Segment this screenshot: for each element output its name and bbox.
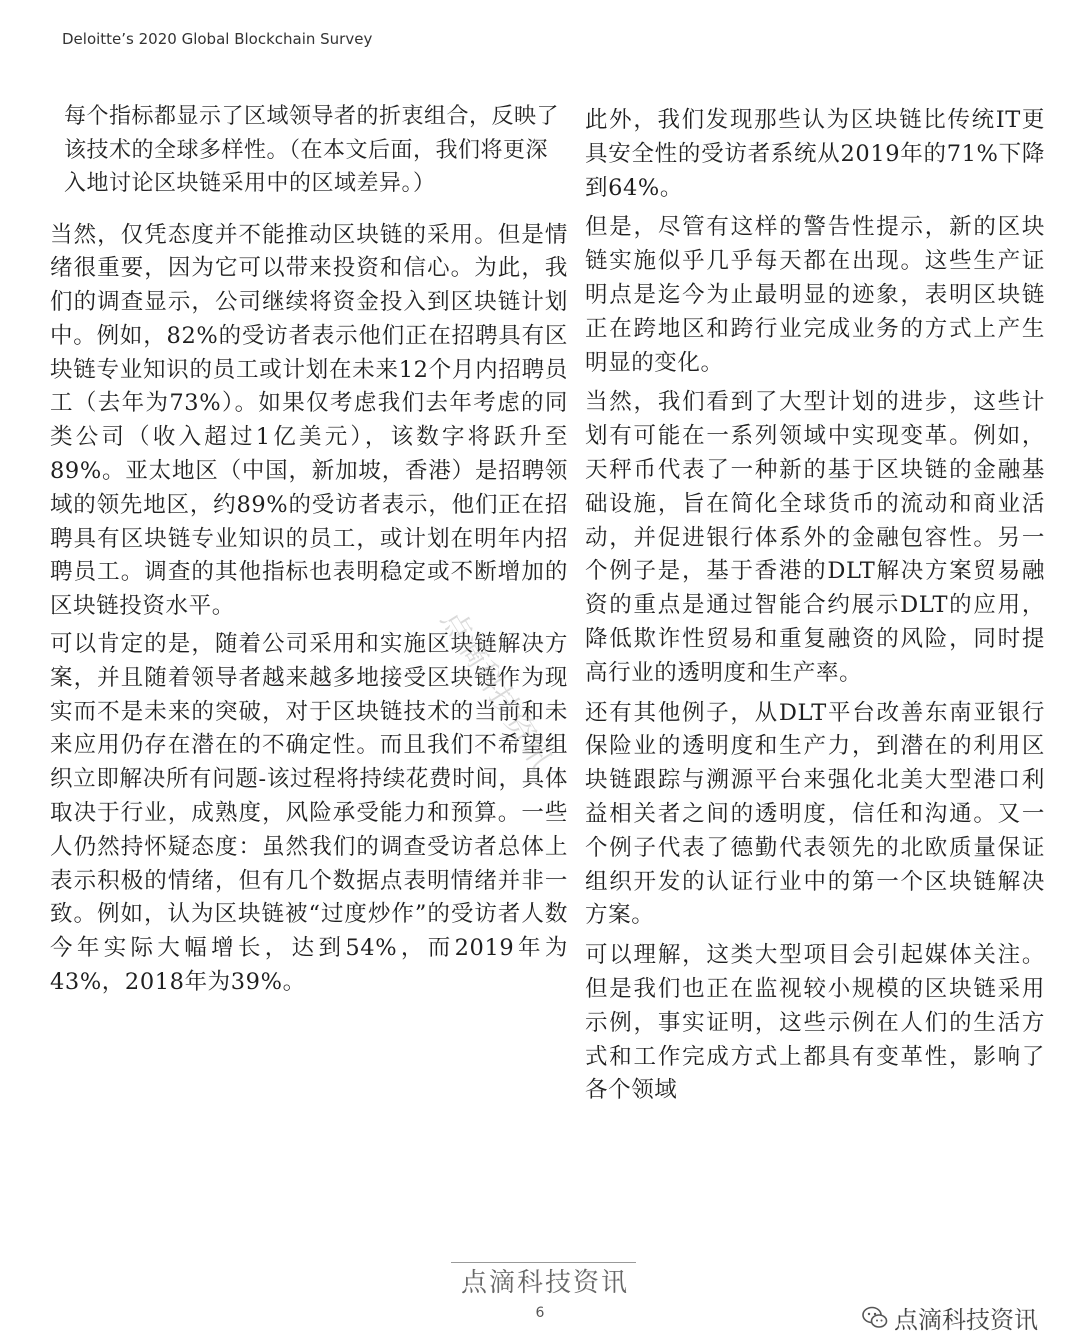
watermark-text: 点滴科技资讯 bbox=[433, 604, 559, 776]
pull-quote: 每个指标都显示了区域领导者的折衷组合，反映了该技术的全球多样性。（在本文后面，我们将更深入地讨论区块链采用中的区域差异。） bbox=[64, 104, 560, 196]
body-paragraph: 可以理解，这类大型项目会引起媒体关注。但是我们也正在监视较小规模的区块链采用示例，事实证明，这些示例在人们的生活方式和工作完成方式上都具有变革性，影响了各个领域 bbox=[585, 942, 1045, 1104]
wechat-icon bbox=[862, 1305, 888, 1331]
document-header: Deloitte’s 2020 Global Blockchain Survey bbox=[62, 30, 373, 48]
body-paragraph: 可以肯定的是，随着公司采用和实施区块链解决方案，并且随着领导者越来越多地接受区块链作为现实而不是未来的突破，对于区块链技术的当前和未来应用仍存在潜在的不确定性。而且我们不希望组织立即解决所有问题-该过程将持续花费时间，具体取决于行业，成熟度，风险承受能力和预算。一些人仍然持怀疑态度：虽然我们的调查受访者总体上表示积极的情绪，但有几个数据点表明情绪并非一致。例如，认为区块链被“过度炒作”的受访者人数今年实际大幅增长，达到54%，而2019年为43%，2018年为39%。 bbox=[50, 631, 568, 996]
body-paragraph: 此外，我们发现那些认为区块链比传统IT更具安全性的受访者系统从2019年的71%下降到64%。 bbox=[585, 107, 1045, 201]
wechat-badge bbox=[862, 1300, 1038, 1335]
body-paragraph: 当然，仅凭态度并不能推动区块链的采用。但是情绪很重要，因为它可以带来投资和信心。为此，我们的调查显示，公司继续将资金投入到区块链计划中。例如，82%的受访者表示他们正在招聘具有区块链专业知识的员工或计划在未来12个月内招聘员工（去年为73%）。如果仅考虑我们去年考虑的同类公司（收入超过1亿美元），该数字将跃升至89%。亚太地区（中国，新加坡，香港）是招聘领域的领先地区，约89%的受访者表示，他们正在招聘具有区块链专业知识的员工，或计划在明年内招聘员工。调查的其他指标也表明稳定或不断增加的区块链投资水平。 bbox=[50, 221, 568, 620]
body-paragraph: 当然，我们看到了大型计划的进步，这些计划有可能在一系列领域中实现变革。例如，天秤币代表了一种新的基于区块链的金融基础设施，旨在简化全球货币的流动和商业活动，并促进银行体系外的金融包容性。另一个例子是，基于香港的DLT解决方案贸易融资的重点是通过智能合约展示DLT的应用，降低欺诈性贸易和重复融资的风险，同时提高行业的透明度和生产率。 bbox=[585, 389, 1045, 686]
page-number: 6 bbox=[535, 1305, 545, 1321]
right-column bbox=[585, 104, 1045, 1114]
wechat-label: 点滴科技资讯 bbox=[894, 1306, 1038, 1334]
left-column bbox=[50, 100, 568, 1004]
footer-title: 点滴科技资讯 bbox=[460, 1268, 629, 1298]
body-paragraph: 但是，尽管有这样的警告性提示，新的区块链实施似乎几乎每天都在出现。这些生产证明点是迄今为止最明显的迹象，表明区块链正在跨地区和跨行业完成业务的方式上产生明显的变化。 bbox=[585, 214, 1045, 376]
body-paragraph: 还有其他例子，从DLT平台改善东南亚银行保险业的透明度和生产力，到潜在的利用区块链跟踪与溯源平台来强化北美大型港口利益相关者之间的透明度，信任和沟通。又一个例子代表了德勤代表领先的北欧质量保证组织开发的认证行业中的第一个区块链解决方案。 bbox=[585, 699, 1045, 929]
